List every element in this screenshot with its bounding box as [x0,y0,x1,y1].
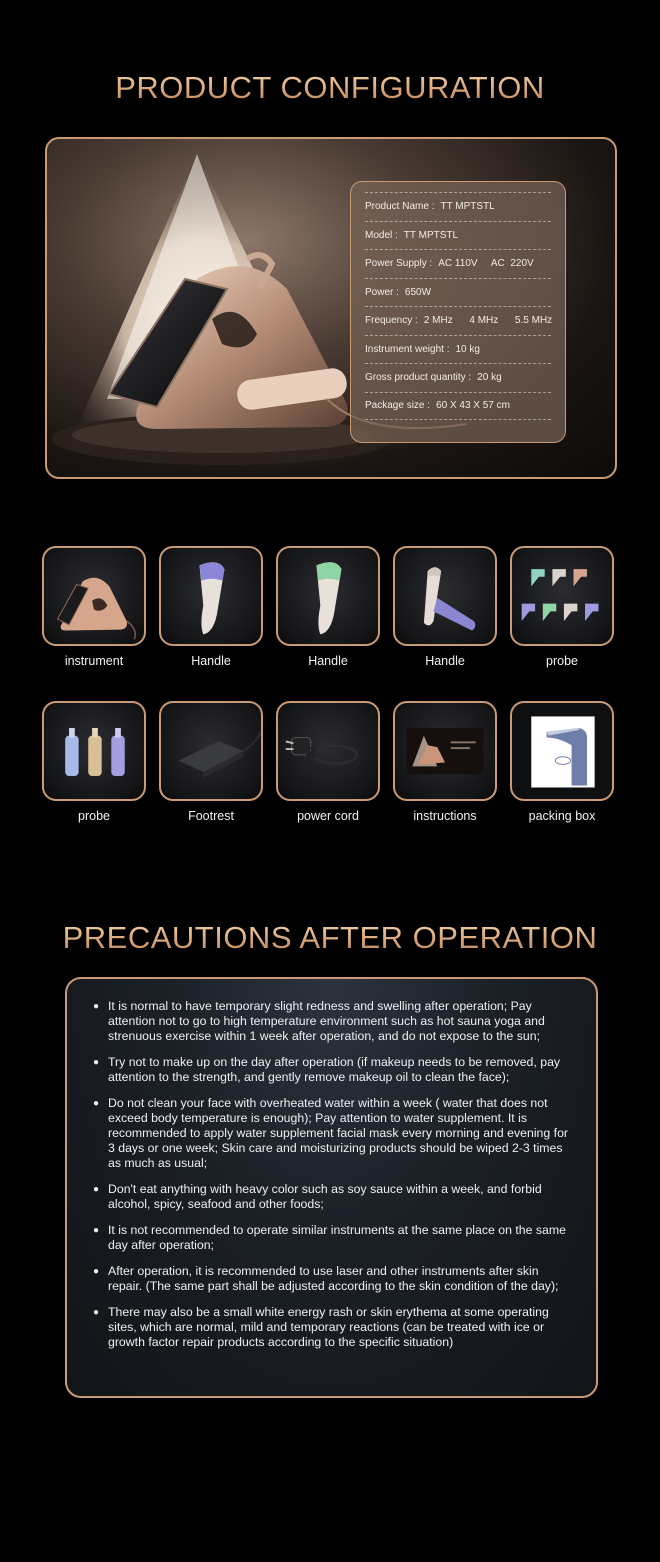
spec-row: Instrument weight : 10 kg [365,335,551,364]
handle-icon [395,548,495,644]
precaution-item: ● Do not clean your face with overheated water within a week ( water that does not exceed body temperature is enough); Pay attention to water supplement. It is recommended to apply water supplement facial mask every morning and evening for 3 days or one week; Skin care and moisturizing products should be wiped 2-3 times as much as usual; [93,1096,569,1170]
bullet-icon: ● [93,1001,100,1012]
precaution-item: ● There may also be a small white energy rash or skin erythema at some operating sites, which are normal, mild and temporary reactions (can be treated with ice or growth factor repair products according to the specific situation) [93,1305,549,1349]
power-cord-icon [278,703,378,799]
bullet-icon: ● [93,1184,100,1195]
bullet-icon: ● [93,1057,100,1068]
accessory-label: probe [546,654,578,668]
instrument-icon [44,548,144,644]
bullet-icon: ● [93,1098,100,1109]
bullet-icon: ● [93,1266,100,1277]
spec-row: Power : 650W [365,278,551,307]
power-cord-thumbnail [276,701,380,801]
accessory-label: instructions [413,809,477,823]
probe-cartridge-icon [44,703,144,799]
instructions-icon [395,703,495,799]
precautions-box [65,977,598,1398]
accessory-label: instrument [64,654,124,668]
accessory-label: packing box [528,809,596,823]
accessory-label: Handle [191,654,231,668]
accessory-label: Handle [425,654,465,668]
handle-thumbnail [393,546,497,646]
accessory-label: Footrest [188,809,234,823]
accessory-label: probe [78,809,110,823]
bullet-icon: ● [93,1307,100,1318]
precaution-item: ● Try not to make up on the day after operation (if makeup needs to be removed, pay attention to the strength, and gently remove makeup oil to clean the face); [93,1055,561,1084]
footrest-icon [161,703,261,799]
product-configuration-panel [45,137,617,479]
spec-box [350,181,566,443]
instrument-thumbnail [42,546,146,646]
spec-row: Gross product quantity : 20 kg [365,363,551,392]
footrest-thumbnail [159,701,263,801]
spec-row: Product Name : TT MPTSTL [365,192,551,221]
probe-cartridge-thumbnail [42,701,146,801]
spec-row: Model : TT MPTSTL [365,221,551,250]
spec-row: Power Supply : AC 110V AC 220V [365,249,551,278]
precaution-item: ● It is normal to have temporary slight redness and swelling after operation; Pay attention not to go to high temperature environment such as hot sauna yoga and strenuous exercise within 1 week after operation, and do not expose to the sun; [93,999,545,1043]
bullet-icon: ● [93,1225,100,1236]
packing-box-thumbnail [510,701,614,801]
accessory-label: power cord [297,809,359,823]
precaution-item: ● Don't eat anything with heavy color such as soy sauce within a week, and forbid alcohol, spicy, seafood and other foods; [93,1182,542,1211]
precaution-item: ● After operation, it is recommended to use laser and other instruments after skin repair. (The same part shall be adjusted according to the skin condition of the day); [93,1264,559,1293]
accessory-label: Handle [308,654,348,668]
packing-box-icon [512,703,612,799]
precautions-title: PRECAUTIONS AFTER OPERATION [0,920,660,956]
probe-thumbnail [510,546,614,646]
handle-thumbnail [159,546,263,646]
probe-icon [512,548,612,644]
handle-icon [278,548,378,644]
handle-thumbnail [276,546,380,646]
precaution-item: ● It is not recommended to operate similar instruments at the same place on the same day after operation; [93,1223,566,1252]
spec-row: Package size : 60 X 43 X 57 cm [365,392,551,421]
instructions-thumbnail [393,701,497,801]
handle-icon [161,548,261,644]
product-configuration-title: PRODUCT CONFIGURATION [0,70,660,106]
spec-row: Frequency : 2 MHz 4 MHz 5.5 MHz [365,306,551,335]
